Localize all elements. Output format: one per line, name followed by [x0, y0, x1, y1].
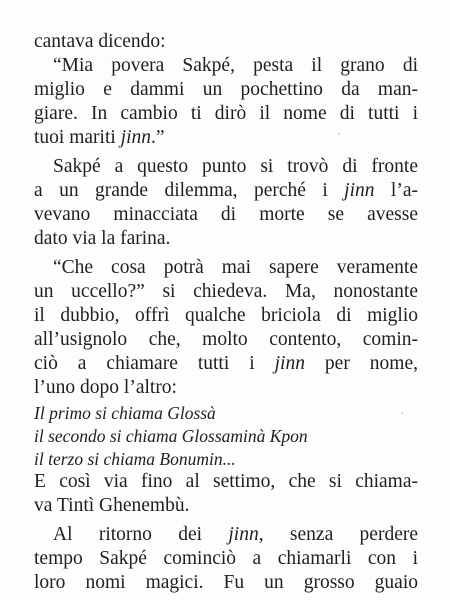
- text-line: dato via la farina.: [34, 228, 171, 249]
- text-line: Sakpé a questo punto si trovò di fronte: [53, 156, 418, 177]
- text-line: loro nomi magici. Fu un grosso guaio: [34, 572, 418, 593]
- verse-line: il terzo si chiama Bonumin...: [34, 449, 236, 469]
- verse-line: il secondo si chiama Glossaminà Kpon: [34, 426, 308, 446]
- text-line: tuoi mariti jinn.”: [34, 127, 165, 148]
- text-line: ciò a chiamare tutti i jinn per nome,: [34, 353, 418, 374]
- text-line: E così via fino al settimo, che si chiama-: [34, 471, 418, 492]
- text-line: miglio e dammi un pochettino da man-: [34, 79, 418, 100]
- text-line: l’uno dopo l’altro:: [34, 377, 177, 398]
- paper-speck: [338, 133, 340, 135]
- text-line: un uccello?” si chiedeva. Ma, nonostante: [34, 281, 418, 302]
- text-line: “Che cosa potrà mai sapere veramente: [53, 257, 418, 278]
- text-line: a un grande dilemma, perché i jinn l’a-: [34, 180, 418, 201]
- text-line: giare. In cambio ti dirò il nome di tutti i: [34, 103, 418, 124]
- text-line: “Mia povera Sakpé, pesta il grano di: [53, 55, 418, 76]
- text-line: va Tintì Ghenembù.: [34, 495, 190, 516]
- text-line: all’usignolo che, molto contento, comin-: [34, 329, 418, 350]
- text-line: Al ritorno dei jinn, senza perdere: [53, 524, 418, 545]
- text-line: vevano minacciata di morte se avesse: [34, 204, 418, 225]
- paper-speck: [401, 412, 403, 414]
- text-line: cantava dicendo:: [34, 31, 166, 52]
- verse-line: Il primo si chiama Glossà: [34, 403, 216, 423]
- text-line: il dubbio, offrì qualche briciola di miglio: [34, 305, 418, 326]
- text-line: tempo Sakpé cominciò a chiamarli con i: [34, 548, 418, 569]
